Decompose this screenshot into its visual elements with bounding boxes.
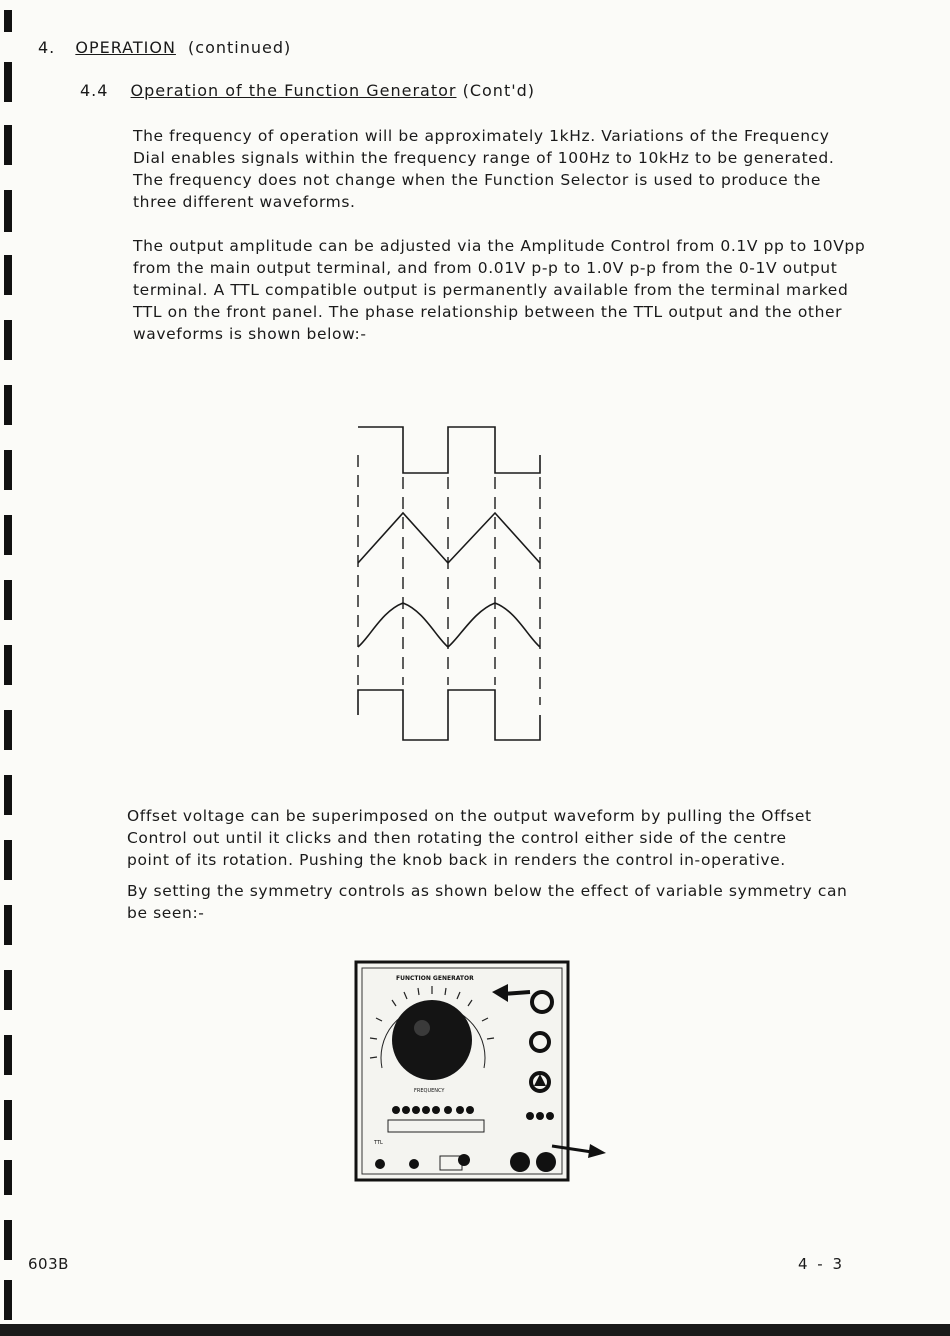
front-panel-drawing xyxy=(352,958,612,1184)
subsection-number: 4.4 xyxy=(80,81,109,100)
text-line: point of its rotation. Pushing the knob back in renders the control in-operative. xyxy=(127,851,786,869)
text-line: The frequency does not change when the Function Selector is used to produce the xyxy=(133,171,822,189)
front-panel-illustration xyxy=(352,958,572,1184)
waveform-phase-diagram xyxy=(340,415,555,750)
text-line: three different waveforms. xyxy=(133,193,356,211)
paragraph-offset xyxy=(127,805,812,871)
ttl-label: TTL xyxy=(374,1140,383,1146)
footer-model-code: 603B xyxy=(28,1255,69,1273)
section-suffix: (continued) xyxy=(188,38,292,57)
section-heading xyxy=(38,38,291,57)
square-wave-top xyxy=(358,427,540,473)
section-title: OPERATION xyxy=(75,38,176,57)
text-line: terminal. A TTL compatible output is permanently available from the terminal marked xyxy=(133,281,849,299)
panel-title: FUNCTION GENERATOR xyxy=(396,975,474,982)
triangle-wave xyxy=(358,513,540,563)
text-line: waveforms is shown below:- xyxy=(133,325,367,343)
dial-label: FREQUENCY xyxy=(414,1088,445,1094)
text-line: from the main output terminal, and from 0.01V p-p to 1.0V p-p from the 0-1V output xyxy=(133,259,838,277)
footer-page-number: 4 - 3 xyxy=(798,1255,843,1273)
paragraph-symmetry xyxy=(127,880,847,924)
paragraph-amplitude xyxy=(133,235,865,345)
paragraph-frequency xyxy=(133,125,834,213)
subsection-heading xyxy=(80,81,535,100)
text-line: Offset voltage can be superimposed on the output waveform by pulling the Offset xyxy=(127,807,812,825)
binder-edge xyxy=(2,0,16,1336)
section-number: 4. xyxy=(38,38,56,57)
text-line: By setting the symmetry controls as shown below the effect of variable symmetry can xyxy=(127,882,848,900)
square-wave-bottom xyxy=(358,690,540,740)
text-line: The output amplitude can be adjusted via the Amplitude Control from 0.1V pp to 10Vpp xyxy=(133,237,866,255)
text-line: Control out until it clicks and then rotating the control either side of the centre xyxy=(127,829,787,847)
text-line: TTL on the front panel. The phase relationship between the TTL output and the other xyxy=(133,303,843,321)
text-line: be seen:- xyxy=(127,904,205,922)
text-line: Dial enables signals within the frequency range of 100Hz to 10kHz to be generated. xyxy=(133,149,835,167)
subsection-title: Operation of the Function Generator xyxy=(130,81,457,100)
subsection-suffix: (Cont'd) xyxy=(462,81,536,100)
frequency-dial-knob xyxy=(392,1000,472,1080)
sine-wave xyxy=(358,603,540,647)
text-line: The frequency of operation will be approximately 1kHz. Variations of the Frequency xyxy=(133,127,830,145)
scan-edge-bar xyxy=(0,1324,950,1336)
